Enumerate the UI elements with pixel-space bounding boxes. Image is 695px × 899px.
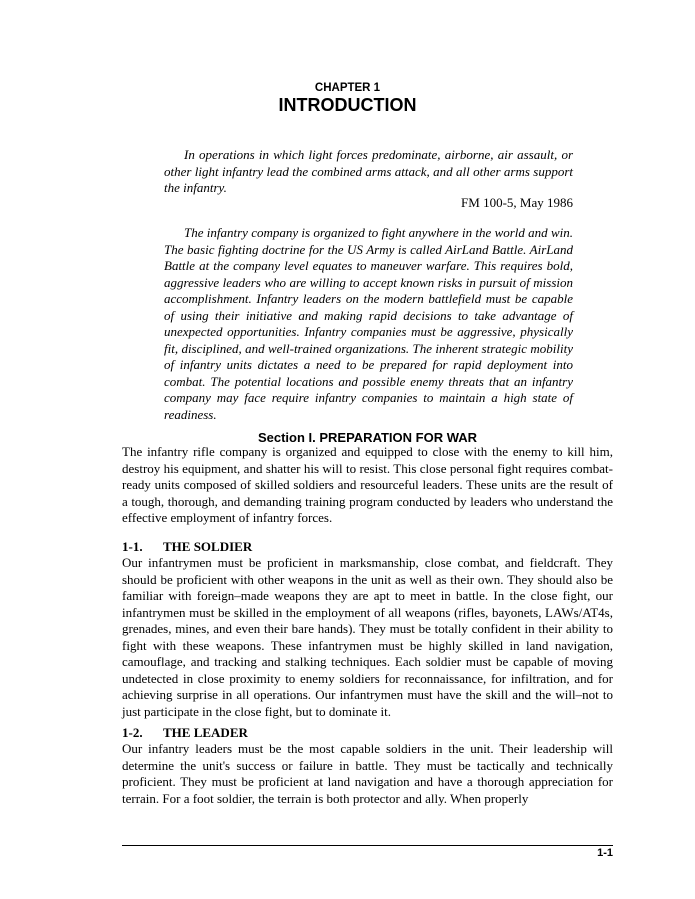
paragraph-number: 1-2.: [122, 725, 143, 740]
intro-quote: [164, 225, 573, 423]
paragraph-text-leader: Our infantry leaders must be the most capable soldiers in the unit. Their leadership will determine the unit's success or failure in battle. They must be tactically and technically proficient. They must be proficient at land navigation and have a thorough appreciation for terrain. For a foot soldier, the terrain is both protector and ally. When properly: [122, 741, 613, 806]
epigraph-quote: [164, 147, 573, 197]
paragraph-heading-leader: [122, 725, 248, 742]
epigraph-quote-text: In operations in which light forces predominate, airborne, air assault, or other light infantry lead the combined arms attack, and all other arms support the infantry.: [164, 147, 573, 195]
paragraph-title: THE SOLDIER: [163, 539, 253, 554]
section-heading: Section I. PREPARATION FOR WAR: [257, 430, 478, 445]
section-intro-paragraph: The infantry rifle company is organized and equipped to close with the enemy to kill him, destroy his equipment, and shatter his will to resist. This close personal fight requires combat-ready units composed of skilled soldiers and resourceful leaders. These units are the result of a tough, thorough, and demanding training program conducted by leaders who understand the effective employment of infantry forces.: [122, 444, 613, 525]
chapter-label: CHAPTER 1: [314, 82, 381, 94]
paragraph-text-soldier: Our infantrymen must be proficient in marksmanship, close combat, and fieldcraft. They should be proficient with other weapons in the unit as well as their own. They should also be familiar with foreign–made weapons they are apt to meet in battle. In the close fight, our infantrymen must be skilled in the employment of all weapons (rifles, bayonets, LAWs/AT4s, grenades, mines, and even their bare hands). They must be totally confident in their ability to fight with these weapons. These infantrymen must be highly skilled in land navigation, camouflage, and tracking and stalking techniques. Each soldier must be capable of moving undetected in close proximity to enemy soldiers for reconnaissance, for infiltration, and for achieving surprise in all operations. Our infantrymen must have the skill and the will–not to just participate in the close fight, but to dominate it.: [122, 555, 613, 719]
chapter-title: INTRODUCTION: [278, 95, 417, 115]
paragraph-title: THE LEADER: [163, 725, 248, 740]
footer-rule: [122, 845, 613, 846]
paragraph-heading-soldier: [122, 539, 252, 556]
paragraph-number: 1-1.: [122, 539, 143, 554]
intro-quote-text: The infantry company is organized to fight anywhere in the world and win. The basic fighting doctrine for the US Army is called AirLand Battle. AirLand Battle at the company level equates to maneuver warfare. This requires bold, aggressive leaders who are willing to accept known risks in pursuit of mission accomplishment. Infantry leaders on the modern battlefield must be capable of using their initiative and making rapid decisions to take advantage of unexpected opportunities. Infantry companies must be aggressive, physically fit, disciplined, and well-trained organizations. The inherent strategic mobility of infantry units dictates a need to be prepared for rapid deployment into combat. The potential locations and possible enemy threats that an infantry company may face require infantry companies to maintain a high state of readiness.: [164, 225, 573, 422]
epigraph-attribution: FM 100-5, May 1986: [461, 195, 573, 210]
page-number: 1-1: [597, 847, 613, 859]
